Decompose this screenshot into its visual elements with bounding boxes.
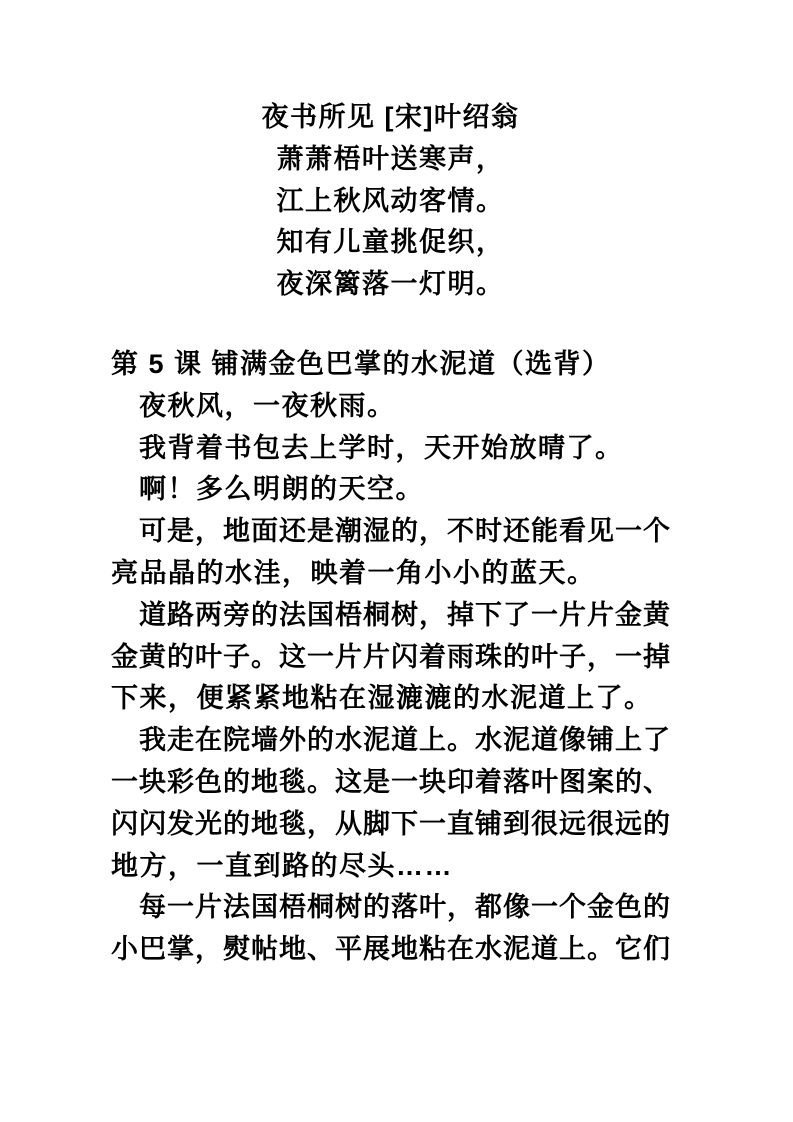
page-content bbox=[111, 97, 670, 971]
lesson-paragraph bbox=[111, 428, 670, 470]
text-line: 地方，一直到路的尽头…… bbox=[111, 850, 453, 881]
lesson-paragraph bbox=[111, 595, 670, 720]
lesson-paragraph bbox=[111, 469, 670, 511]
text-line: 可是，地面还是潮湿的，不时还能看见一个 bbox=[139, 516, 670, 547]
text-line: 道路两旁的法国梧桐树，掉下了一片片金黄 bbox=[139, 599, 670, 630]
text-line: 小巴掌，熨帖地、平展地粘在水泥道上。它们 bbox=[111, 934, 670, 965]
poem-line: 夜深篱落一灯明。 bbox=[276, 269, 505, 300]
text-line: 每一片法国梧桐树的落叶，都像一个金色的 bbox=[139, 892, 670, 923]
text-line: 亮品晶的水洼，映着一角小小的蓝天。 bbox=[111, 557, 596, 588]
poem-line: 江上秋风动客情。 bbox=[276, 185, 505, 216]
poem-lines bbox=[111, 139, 670, 306]
text-line: 闪闪发光的地毯，从脚下一直铺到很远很远的 bbox=[111, 808, 670, 839]
text-line: 下来，便紧紧地粘在湿漉漉的水泥道上了。 bbox=[111, 683, 653, 714]
poem-block bbox=[111, 97, 670, 306]
text-line: 一块彩色的地毯。这是一块印着落叶图案的、 bbox=[111, 766, 670, 797]
lesson-paragraph bbox=[111, 887, 670, 971]
poem-line: 萧萧梧叶送寒声， bbox=[276, 143, 505, 174]
lesson-heading: 第 5 课 铺满金色巴掌的水泥道（选背） bbox=[111, 348, 611, 379]
text-line: 我走在院墙外的水泥道上。水泥道像铺上了 bbox=[139, 725, 670, 756]
lesson-block bbox=[111, 344, 670, 971]
poem-title: 夜书所见 [宋]叶绍翁 bbox=[261, 102, 520, 132]
text-line: 夜秋风，一夜秋雨。 bbox=[139, 390, 396, 421]
text-line: 我背着书包去上学时，天开始放晴了。 bbox=[139, 432, 624, 463]
lesson-paragraph bbox=[111, 386, 670, 428]
lesson-paragraphs bbox=[111, 386, 670, 971]
text-line: 啊！多么明朗的天空。 bbox=[139, 474, 424, 505]
lesson-paragraph bbox=[111, 511, 670, 595]
lesson-paragraph bbox=[111, 720, 670, 887]
text-line: 金黄的叶子。这一片片闪着雨珠的叶子，一掉 bbox=[111, 641, 670, 672]
poem-line: 知有儿童挑促织， bbox=[276, 227, 505, 258]
